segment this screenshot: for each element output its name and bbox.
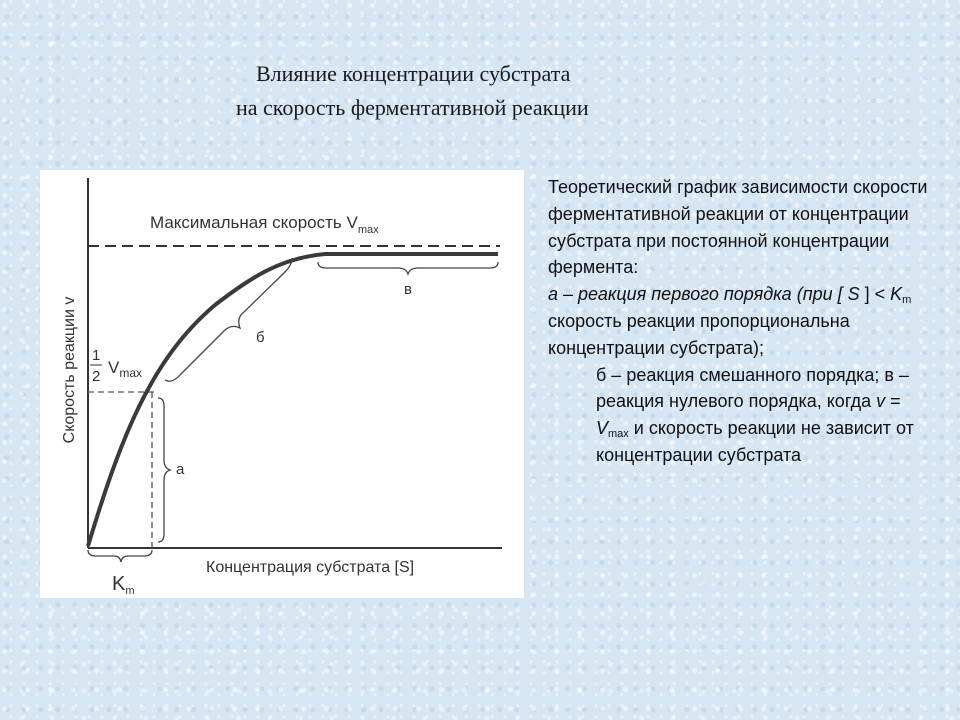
half-vmax-label [108, 358, 142, 380]
brace-a [158, 398, 170, 542]
vmax-label-sub: max [357, 224, 379, 236]
title-line-2: на скорость ферментативной реакции [236, 95, 589, 120]
half-vmax-v: V [108, 358, 120, 377]
figure-svg [40, 170, 524, 598]
brace-v [318, 262, 498, 274]
title-line-1: Влияние концентрации субстрата [256, 61, 571, 86]
desc-b-end: и скорость реакции не зависит от концентрации субстрата [596, 418, 914, 465]
desc-a-3: скорость реакции пропорциональна концентрации субстрата); [548, 310, 850, 358]
desc-a-1: а – реакция первого порядка (при [ [548, 284, 848, 305]
brace-b [165, 258, 292, 381]
vmax-label [150, 213, 379, 236]
region-v-label: в [404, 281, 412, 298]
desc-a-k: K [890, 284, 903, 305]
brace-km [88, 550, 152, 562]
description-item-a [548, 281, 928, 361]
figure-description [548, 174, 928, 469]
desc-b-eq: = [885, 391, 901, 412]
desc-b-text: б – реакция смешанного порядка; в – реакция нулевого порядка, когда [596, 364, 909, 412]
desc-a-s: S [847, 284, 860, 305]
half-frac-numerator: 1 [92, 347, 101, 364]
desc-a-2: ] < [859, 284, 891, 305]
km-label-k: K [112, 573, 126, 595]
desc-b-V: V [596, 418, 609, 439]
x-axis-label: Концентрация субстрата [S] [206, 559, 415, 576]
km-label-sub: m [125, 585, 135, 597]
y-axis-label: Скорость реакции v [61, 296, 78, 444]
vmax-label-text: Максимальная скорость V [150, 213, 358, 232]
description-item-b [548, 362, 928, 469]
saturation-curve [88, 254, 498, 546]
region-b-label: б [256, 329, 265, 346]
region-a-label: а [176, 461, 185, 478]
desc-b-v: v [876, 391, 886, 412]
km-label [112, 573, 135, 597]
description-intro: Теоретический график зависимости скорости ферментативной реакции от концентрации субстрата при постоянной концентрации фермента: [548, 177, 928, 278]
michaelis-menten-figure [40, 170, 524, 598]
desc-a-k-sub: m [902, 294, 912, 307]
half-vmax-sub: max [119, 366, 143, 380]
half-frac-denominator: 2 [92, 368, 101, 385]
desc-b-V-sub: max [608, 428, 629, 441]
